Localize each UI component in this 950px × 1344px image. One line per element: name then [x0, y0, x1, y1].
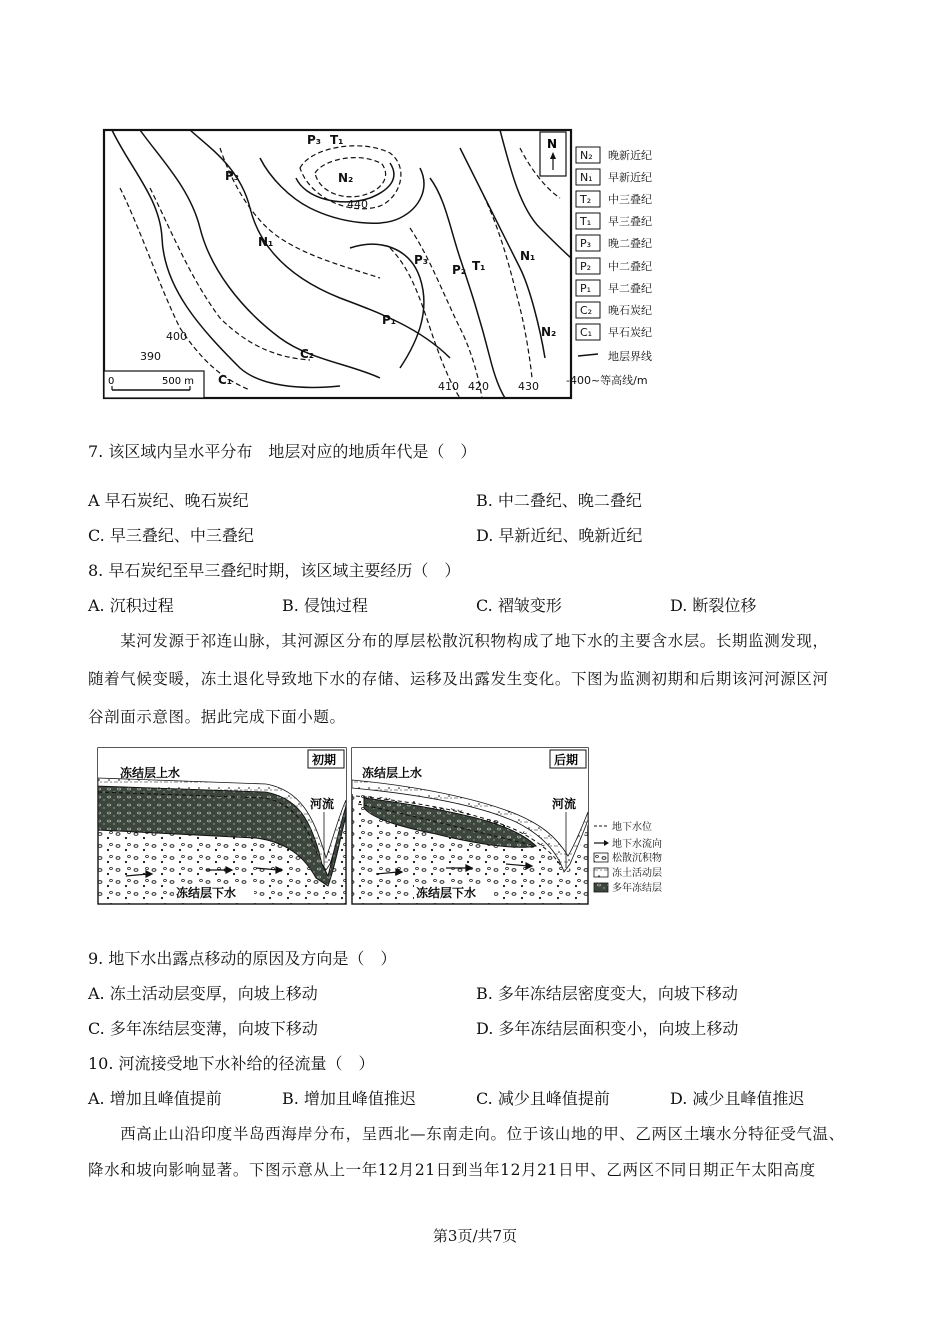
legend-name: 晚新近纪 — [608, 149, 652, 162]
legend-name: 晚二叠纪 — [608, 237, 652, 250]
legend-contour: -400~等高线/m — [566, 374, 648, 387]
q7-option-c[interactable]: C. 早三叠纪、中三叠纪 — [88, 526, 254, 545]
q9-option-c[interactable]: C. 多年冻结层变薄，向坡下移动 — [88, 1019, 318, 1038]
legend-code: T₂ — [580, 193, 592, 206]
legend-code: P₃ — [580, 237, 592, 250]
late-above-water-label: 冻结层上水 — [362, 766, 423, 780]
profile-legend-item: 地下水位 — [612, 822, 652, 833]
passage1-line: 某河发源于祁连山脉，其河源区分布的厚层松散沉积物构成了地下水的主要含水层。长期监测发现， — [88, 632, 829, 650]
stratum-label: T₁ — [472, 259, 486, 273]
scale-start: 0 — [108, 376, 115, 387]
stratum-label: C₁ — [218, 373, 233, 387]
legend-code: N₂ — [580, 149, 593, 162]
geologic-map-figure — [100, 128, 680, 404]
late-river-label: 河流 — [552, 797, 577, 811]
late-panel-title: 后期 — [554, 753, 579, 767]
legend-code: P₂ — [580, 260, 592, 273]
contour-label: 430 — [518, 380, 539, 393]
legend-code: C₁ — [580, 326, 593, 339]
stratum-label: P₃ — [225, 169, 240, 183]
contour-label: 400 — [166, 330, 187, 343]
profile-legend-item: 多年冻结层 — [612, 883, 662, 894]
q8-option-b[interactable]: B. 侵蚀过程 — [282, 596, 368, 615]
legend-code: T₁ — [580, 215, 592, 228]
stratum-label: N₁ — [258, 235, 274, 249]
q7-option-d[interactable]: D. 早新近纪、晚新近纪 — [476, 526, 643, 545]
profile-legend-item: 冻土活动层 — [612, 868, 662, 879]
late-panel — [352, 748, 588, 904]
early-river-label: 河流 — [310, 797, 335, 811]
profile-legend-item: 地下水流向 — [612, 839, 662, 850]
passage2-line: 西高止山沿印度半岛西海岸分布，呈西北—东南走向。位于该山地的甲、乙两区土壤水分特征受气温、 — [88, 1125, 845, 1143]
q7-stem: 7. 该区域内呈水平分布 地层对应的地质年代是（ ） — [88, 442, 477, 461]
early-below-water-label: 冻结层下水 — [176, 886, 237, 900]
stratum-label: P₁ — [382, 313, 397, 327]
q9-option-d[interactable]: D. 多年冻结层面积变小，向坡上移动 — [476, 1019, 739, 1038]
stratum-label: N₁ — [520, 249, 536, 263]
legend-code: C₂ — [580, 304, 593, 317]
contour-label: 410 — [438, 380, 459, 393]
valley-profile-figure — [96, 746, 676, 906]
legend-boundary: 地层界线 — [608, 350, 652, 363]
legend-name: 中三叠纪 — [608, 193, 652, 206]
q8-option-d[interactable]: D. 断裂位移 — [670, 596, 757, 615]
stratum-label: C₂ — [300, 347, 315, 361]
stratum-label: T₁ — [330, 133, 344, 147]
stratum-label: P₃ — [414, 253, 429, 267]
north-label: N — [547, 137, 558, 151]
passage1-line: 谷剖面示意图。据此完成下面小题。 — [88, 708, 346, 726]
legend-name: 中二叠纪 — [608, 260, 652, 273]
q8-option-c[interactable]: C. 褶皱变形 — [476, 596, 562, 615]
legend-name: 晚石炭纪 — [608, 304, 652, 317]
q9-option-a[interactable]: A. 冻土活动层变厚，向坡上移动 — [88, 984, 318, 1003]
valley-profile-diagram — [96, 746, 676, 906]
q9-stem: 9. 地下水出露点移动的原因及方向是（ ） — [88, 949, 397, 968]
q7-option-b[interactable]: B. 中二叠纪、晚二叠纪 — [476, 491, 642, 510]
legend-name: 早新近纪 — [608, 171, 652, 184]
page-footer: 第3页/共7页 — [432, 1227, 518, 1245]
passage2-line: 降水和坡向影响显著。下图示意从上一年12月21日到当年12月21日甲、乙两区不同日期正午太阳高度 — [88, 1161, 816, 1179]
scale-end: 500 m — [162, 376, 195, 387]
geologic-map — [100, 128, 680, 404]
peak-elevation-label: 440 — [347, 198, 368, 211]
stratum-label: N₂ — [541, 325, 557, 339]
early-panel — [98, 748, 346, 904]
stratum-label: N₂ — [338, 171, 354, 185]
early-above-water-label: 冻结层上水 — [120, 766, 181, 780]
late-below-water-label: 冻结层下水 — [416, 886, 477, 900]
legend-name: 早石炭纪 — [608, 326, 652, 339]
passage1-line: 随着气候变暖，冻土退化导致地下水的存储、运移及出露发生变化。下图为监测初期和后期该河河源区河 — [88, 670, 829, 688]
legend-name: 早三叠纪 — [608, 215, 652, 228]
stratum-label: P₂ — [452, 263, 467, 277]
q10-option-a[interactable]: A. 增加且峰值提前 — [88, 1089, 222, 1108]
legend-code: P₁ — [580, 282, 592, 295]
q10-option-b[interactable]: B. 增加且峰值推迟 — [282, 1089, 416, 1108]
legend-code: N₁ — [580, 171, 593, 184]
contour-label: 420 — [468, 380, 489, 393]
profile-legend-item: 松散沉积物 — [612, 853, 662, 864]
early-panel-title: 初期 — [312, 753, 337, 767]
q10-option-d[interactable]: D. 减少且峰值推迟 — [670, 1089, 805, 1108]
q8-stem: 8. 早石炭纪至早三叠纪时期，该区域主要经历（ ） — [88, 561, 461, 580]
q10-stem: 10. 河流接受地下水补给的径流量（ ） — [88, 1054, 375, 1073]
profile-legend — [594, 820, 662, 894]
q8-option-a[interactable]: A. 沉积过程 — [88, 596, 174, 615]
contour-label: 390 — [140, 350, 161, 363]
q9-option-b[interactable]: B. 多年冻结层密度变大，向坡下移动 — [476, 984, 738, 1003]
q7-option-a[interactable]: A 早石炭纪、晚石炭纪 — [88, 491, 249, 510]
q10-option-c[interactable]: C. 减少且峰值提前 — [476, 1089, 610, 1108]
stratum-label: P₃ — [307, 133, 322, 147]
legend-name: 早二叠纪 — [608, 282, 652, 295]
